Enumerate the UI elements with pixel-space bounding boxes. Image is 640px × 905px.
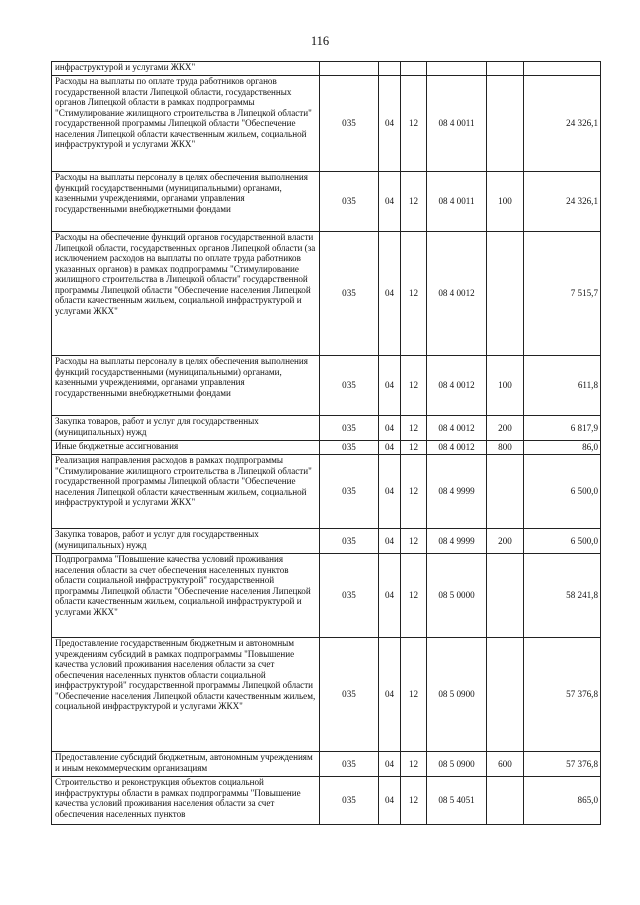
subsection-code: 12 xyxy=(401,172,427,232)
expense-description: Закупка товаров, работ и услуг для государственных (муниципальных) нужд xyxy=(52,529,320,554)
page-number: 116 xyxy=(310,34,330,48)
table-row xyxy=(52,554,601,638)
table-row xyxy=(52,638,601,752)
table-row xyxy=(52,62,601,76)
expense-description: Расходы на выплаты персоналу в целях обеспечения выполнения функций государственными (муниципальными) органами, казенными учреждениями, органами управления государственными внебюджетными фондами xyxy=(52,356,320,416)
table-row xyxy=(52,172,601,232)
admin-code: 035 xyxy=(320,777,379,825)
admin-code: 035 xyxy=(320,752,379,777)
budget-table xyxy=(51,61,601,825)
expense-description: Реализация направления расходов в рамках подпрограммы "Стимулирование жилищного строительства в Липецкой области" государственной программы Липецкой области "Обеспечение населения Липецкой области качественным жильем, социальной инфраструктурой и услугами ЖКХ" xyxy=(52,455,320,529)
target-article-code: 08 4 9999 xyxy=(427,455,487,529)
section-code: 04 xyxy=(379,356,401,416)
expense-type-code: 100 xyxy=(487,356,524,416)
target-article-code: 08 4 0011 xyxy=(427,172,487,232)
expense-description: Расходы на выплаты по оплате труда работников органов государственной власти Липецкой области, государственных органов Липецкой области в рамках подпрограммы "Стимулирование жилищного строительства в Липецкой области" государственной программы Липецкой области "Обеспечение населения Липецкой области качественным жильем, социальной инфраструктурой и услугами ЖКХ" xyxy=(52,76,320,172)
subsection-code: 12 xyxy=(401,76,427,172)
table-row xyxy=(52,455,601,529)
target-article-code: 08 4 0012 xyxy=(427,232,487,356)
section-code: 04 xyxy=(379,455,401,529)
expense-description: Подпрограмма "Повышение качества условий проживания населения области за счет обеспечения населенных пунктов области социальной инфраструктурой" государственной программы Липецкой области "Обеспечение населения Липецкой области качественным жильем, социальной инфраструктурой и услугами ЖКХ" xyxy=(52,554,320,638)
target-article-code: 08 5 0900 xyxy=(427,638,487,752)
amount: 57 376,8 xyxy=(524,752,601,777)
subsection-code: 12 xyxy=(401,441,427,455)
target-article-code: 08 4 0012 xyxy=(427,356,487,416)
target-article-code: 08 4 0011 xyxy=(427,76,487,172)
expense-type-code xyxy=(487,638,524,752)
amount: 24 326,1 xyxy=(524,172,601,232)
subsection-code: 12 xyxy=(401,416,427,441)
amount: 6 500,0 xyxy=(524,455,601,529)
amount: 865,0 xyxy=(524,777,601,825)
expense-type-code: 100 xyxy=(487,172,524,232)
table-row xyxy=(52,441,601,455)
expense-description: Предоставление государственным бюджетным и автономным учреждениям субсидий в рамках подпрограммы "Повышение качества условий проживания населения области за счет обеспечения населенных пунктов области социальной инфраструктурой" государственной программы Липецкой области "Обеспечение населения Липецкой области качественным жильем, социальной инфраструктурой и услугами ЖКХ" xyxy=(52,638,320,752)
admin-code: 035 xyxy=(320,638,379,752)
amount xyxy=(524,62,601,76)
admin-code: 035 xyxy=(320,529,379,554)
subsection-code: 12 xyxy=(401,529,427,554)
amount: 57 376,8 xyxy=(524,638,601,752)
table-row xyxy=(52,76,601,172)
table-row xyxy=(52,777,601,825)
section-code: 04 xyxy=(379,416,401,441)
expense-description: инфраструктурой и услугами ЖКХ" xyxy=(52,62,320,76)
expense-type-code xyxy=(487,62,524,76)
section-code: 04 xyxy=(379,529,401,554)
subsection-code: 12 xyxy=(401,752,427,777)
admin-code: 035 xyxy=(320,356,379,416)
table-row xyxy=(52,232,601,356)
table-row xyxy=(52,752,601,777)
expense-type-code: 600 xyxy=(487,752,524,777)
amount: 6 817,9 xyxy=(524,416,601,441)
target-article-code xyxy=(427,62,487,76)
subsection-code: 12 xyxy=(401,554,427,638)
section-code: 04 xyxy=(379,554,401,638)
subsection-code: 12 xyxy=(401,455,427,529)
section-code: 04 xyxy=(379,172,401,232)
amount: 24 326,1 xyxy=(524,76,601,172)
expense-description: Предоставление субсидий бюджетным, автономным учреждениям и иным некоммерческим организациям xyxy=(52,752,320,777)
target-article-code: 08 5 0900 xyxy=(427,752,487,777)
section-code: 04 xyxy=(379,441,401,455)
section-code: 04 xyxy=(379,76,401,172)
amount: 6 500,0 xyxy=(524,529,601,554)
target-article-code: 08 5 0000 xyxy=(427,554,487,638)
admin-code xyxy=(320,62,379,76)
amount: 86,0 xyxy=(524,441,601,455)
admin-code: 035 xyxy=(320,554,379,638)
section-code: 04 xyxy=(379,638,401,752)
expense-type-code xyxy=(487,554,524,638)
expense-description: Строительство и реконструкция объектов социальной инфраструктуры области в рамках подпрограммы "Повышение качества условий проживания населения области за счет обеспечения населенных пунктов xyxy=(52,777,320,825)
expense-type-code: 200 xyxy=(487,416,524,441)
section-code xyxy=(379,62,401,76)
subsection-code: 12 xyxy=(401,232,427,356)
expense-description: Расходы на выплаты персоналу в целях обеспечения выполнения функций государственными (муниципальными) органами, казенными учреждениями, органами управления государственными внебюджетными фондами xyxy=(52,172,320,232)
target-article-code: 08 5 4051 xyxy=(427,777,487,825)
expense-type-code xyxy=(487,232,524,356)
admin-code: 035 xyxy=(320,416,379,441)
subsection-code xyxy=(401,62,427,76)
admin-code: 035 xyxy=(320,172,379,232)
expense-description: Закупка товаров, работ и услуг для государственных (муниципальных) нужд xyxy=(52,416,320,441)
subsection-code: 12 xyxy=(401,356,427,416)
admin-code: 035 xyxy=(320,232,379,356)
section-code: 04 xyxy=(379,232,401,356)
section-code: 04 xyxy=(379,752,401,777)
subsection-code: 12 xyxy=(401,638,427,752)
expense-type-code: 800 xyxy=(487,441,524,455)
section-code: 04 xyxy=(379,777,401,825)
expense-description: Иные бюджетные ассигнования xyxy=(52,441,320,455)
expense-type-code: 200 xyxy=(487,529,524,554)
table-row xyxy=(52,416,601,441)
target-article-code: 08 4 0012 xyxy=(427,441,487,455)
subsection-code: 12 xyxy=(401,777,427,825)
amount: 611,8 xyxy=(524,356,601,416)
expense-type-code xyxy=(487,777,524,825)
target-article-code: 08 4 9999 xyxy=(427,529,487,554)
table-row xyxy=(52,529,601,554)
amount: 7 515,7 xyxy=(524,232,601,356)
target-article-code: 08 4 0012 xyxy=(427,416,487,441)
admin-code: 035 xyxy=(320,455,379,529)
expense-type-code xyxy=(487,76,524,172)
expense-description: Расходы на обеспечение функций органов государственной власти Липецкой области, государственных органов Липецкой области (за исключением расходов на выплаты по оплате труда работников указанных органов) в рамках подпрограммы "Стимулирование жилищного строительства в Липецкой области" государственной программы Липецкой области "Обеспечение населения Липецкой области качественным жильем, социальной инфраструктурой и услугами ЖКХ" xyxy=(52,232,320,356)
admin-code: 035 xyxy=(320,441,379,455)
table-row xyxy=(52,356,601,416)
admin-code: 035 xyxy=(320,76,379,172)
expense-type-code xyxy=(487,455,524,529)
amount: 58 241,8 xyxy=(524,554,601,638)
